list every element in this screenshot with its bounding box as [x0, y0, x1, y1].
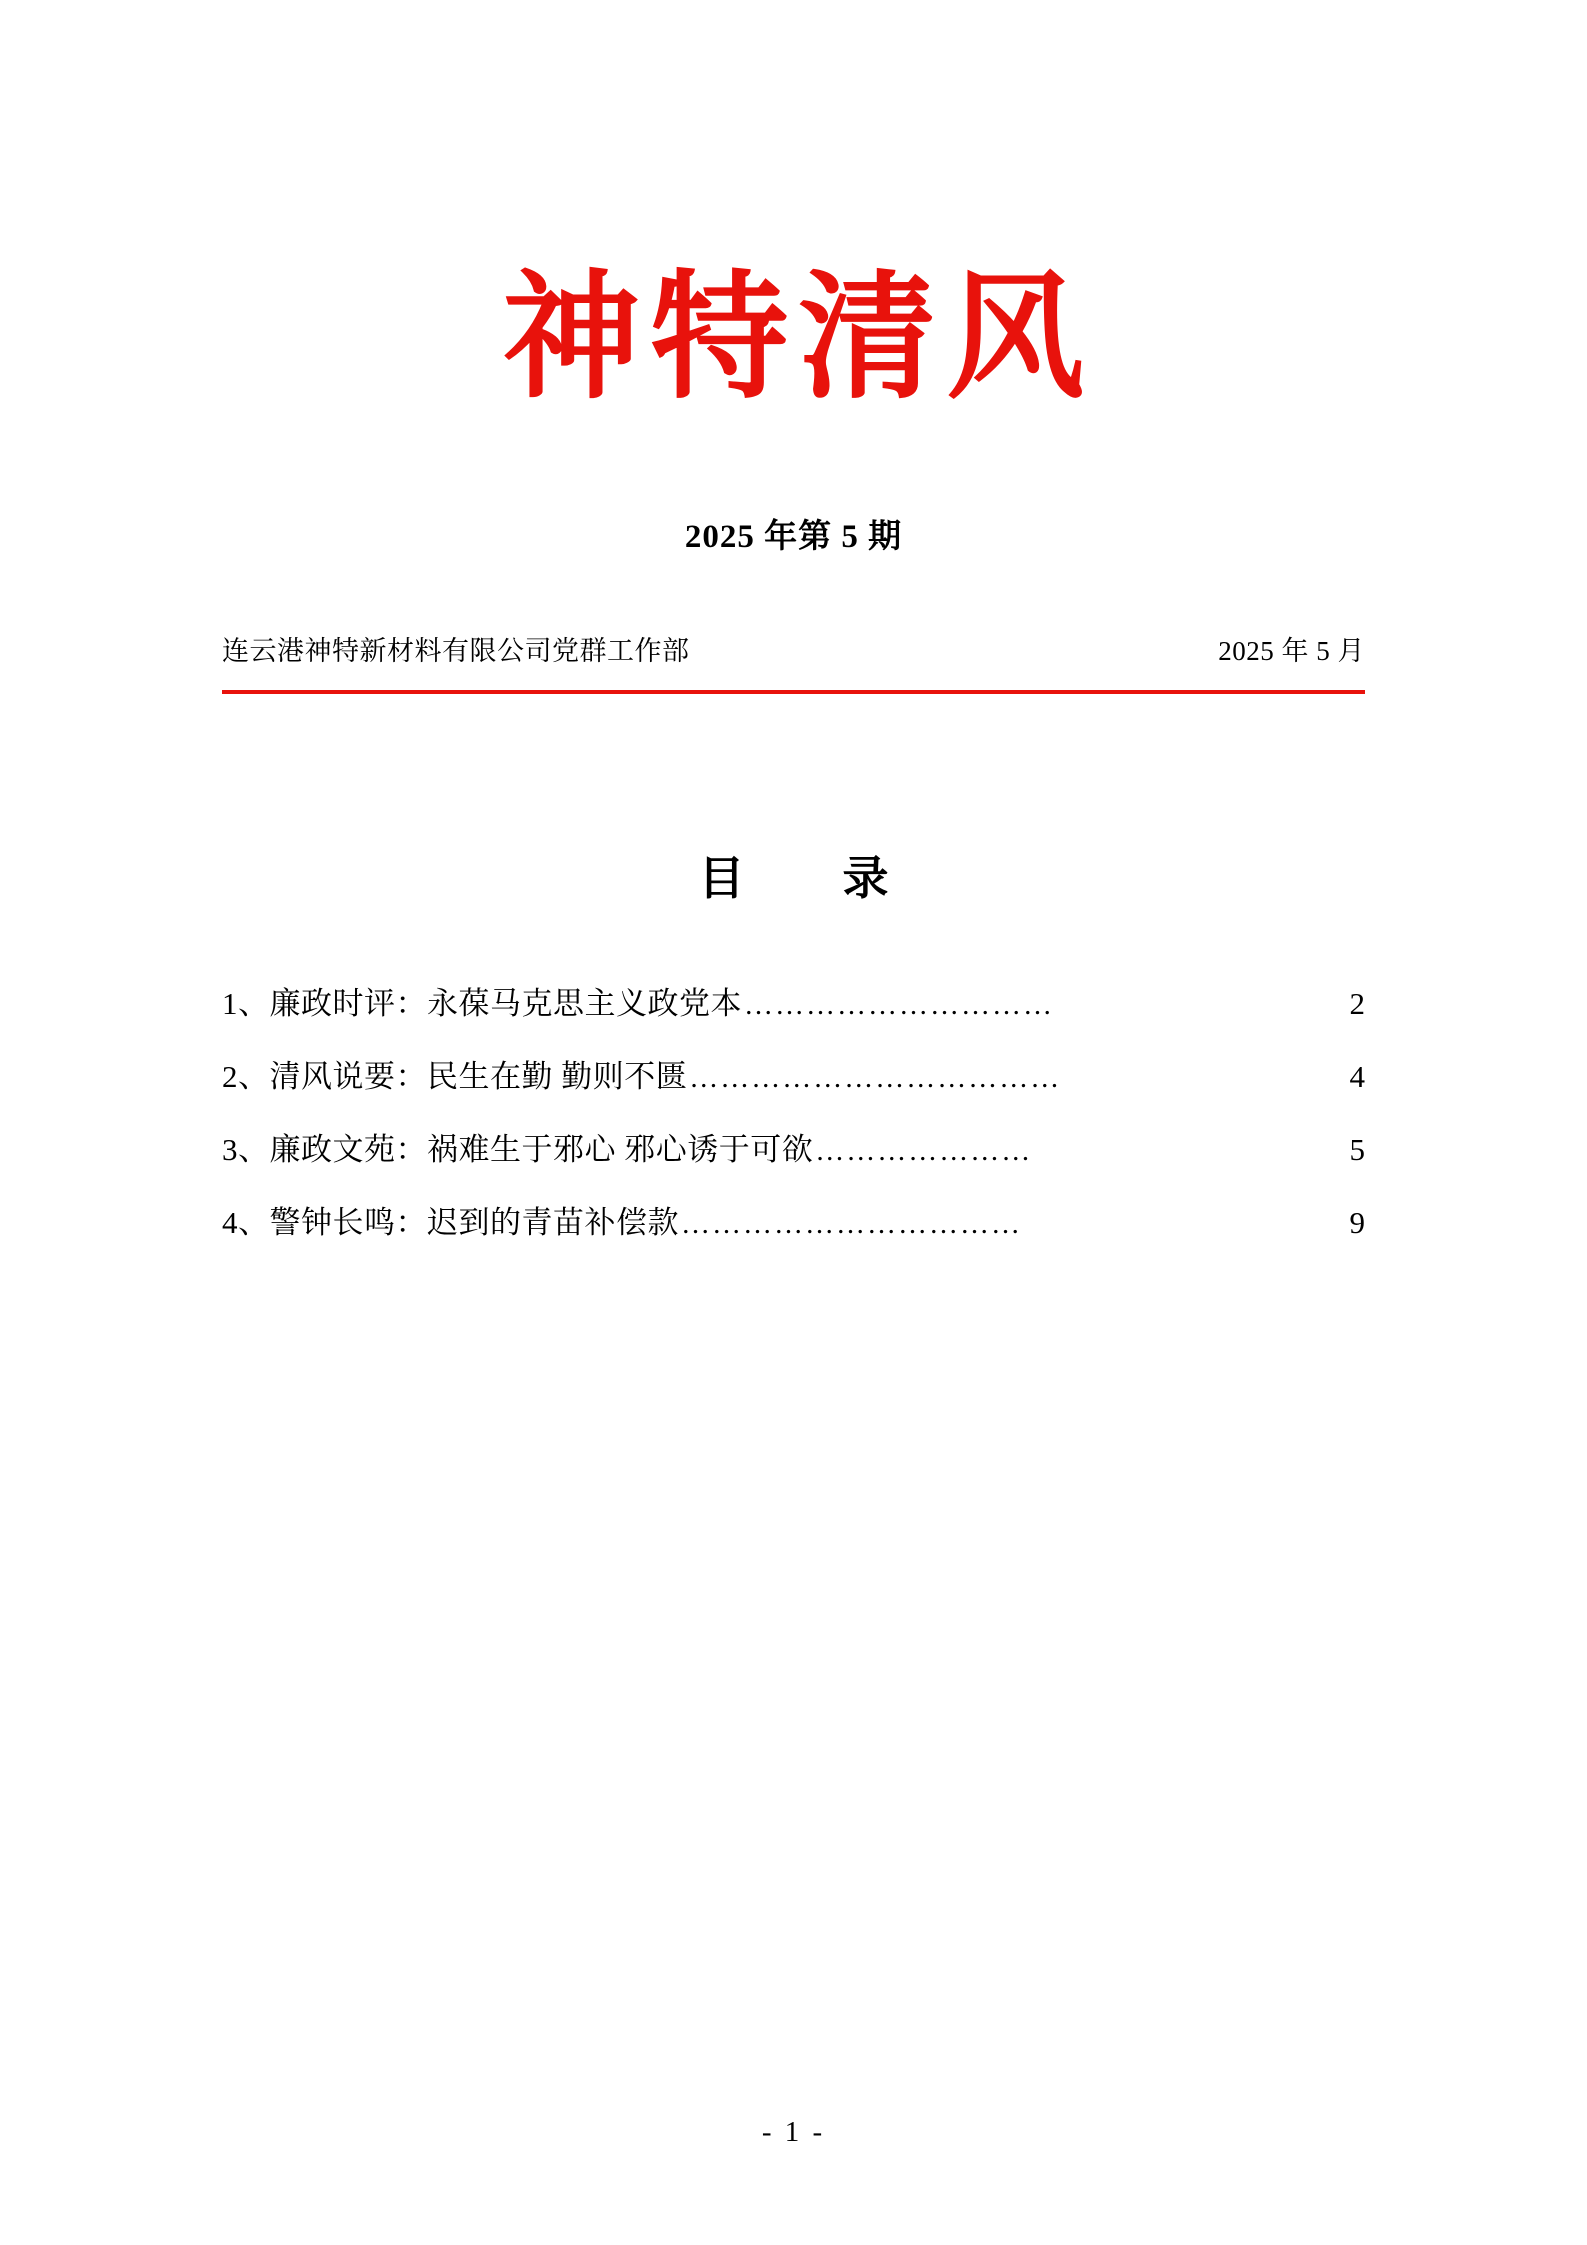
toc-entry[interactable]	[222, 988, 1365, 1020]
toc-entry-label: 4、警钟长鸣：迟到的青苗补偿款	[222, 1205, 679, 1240]
table-of-contents	[0, 988, 1587, 1239]
imprint-line	[0, 629, 1587, 668]
toc-entry-page: 5	[1349, 1132, 1365, 1167]
toc-entry-label: 1、廉政时评：永葆马克思主义政党本	[222, 986, 742, 1021]
toc-entry[interactable]	[222, 1134, 1365, 1166]
masthead-title: 神特清风	[502, 255, 1095, 418]
toc-entry-page: 9	[1349, 1205, 1365, 1240]
page-number-footer: - 1 -	[761, 2116, 826, 2148]
issue-number: 2025 年第 5 期	[684, 519, 903, 555]
toc-entry[interactable]	[222, 1061, 1365, 1093]
toc-heading: 目 录	[698, 851, 915, 905]
publication-date: 2025 年 5 月	[1218, 636, 1365, 666]
publisher-department: 连云港神特新材料有限公司党群工作部	[222, 636, 690, 666]
toc-entry-page: 2	[1349, 986, 1365, 1021]
toc-entry[interactable]	[222, 1207, 1365, 1239]
toc-entry-leader: ………………………………	[689, 1064, 1062, 1093]
red-divider-rule	[222, 690, 1365, 694]
toc-entry-leader: ……………………………	[681, 1210, 1022, 1239]
toc-entry-label: 2、清风说要：民生在勤 勤则不匮	[222, 1059, 688, 1094]
toc-entry-page: 4	[1349, 1059, 1365, 1094]
toc-entry-leader: …………………	[815, 1137, 1033, 1166]
toc-entry-leader: …………………………	[744, 991, 1054, 1020]
toc-entry-label: 3、廉政文苑：祸难生于邪心 邪心诱于可欲	[222, 1132, 814, 1167]
